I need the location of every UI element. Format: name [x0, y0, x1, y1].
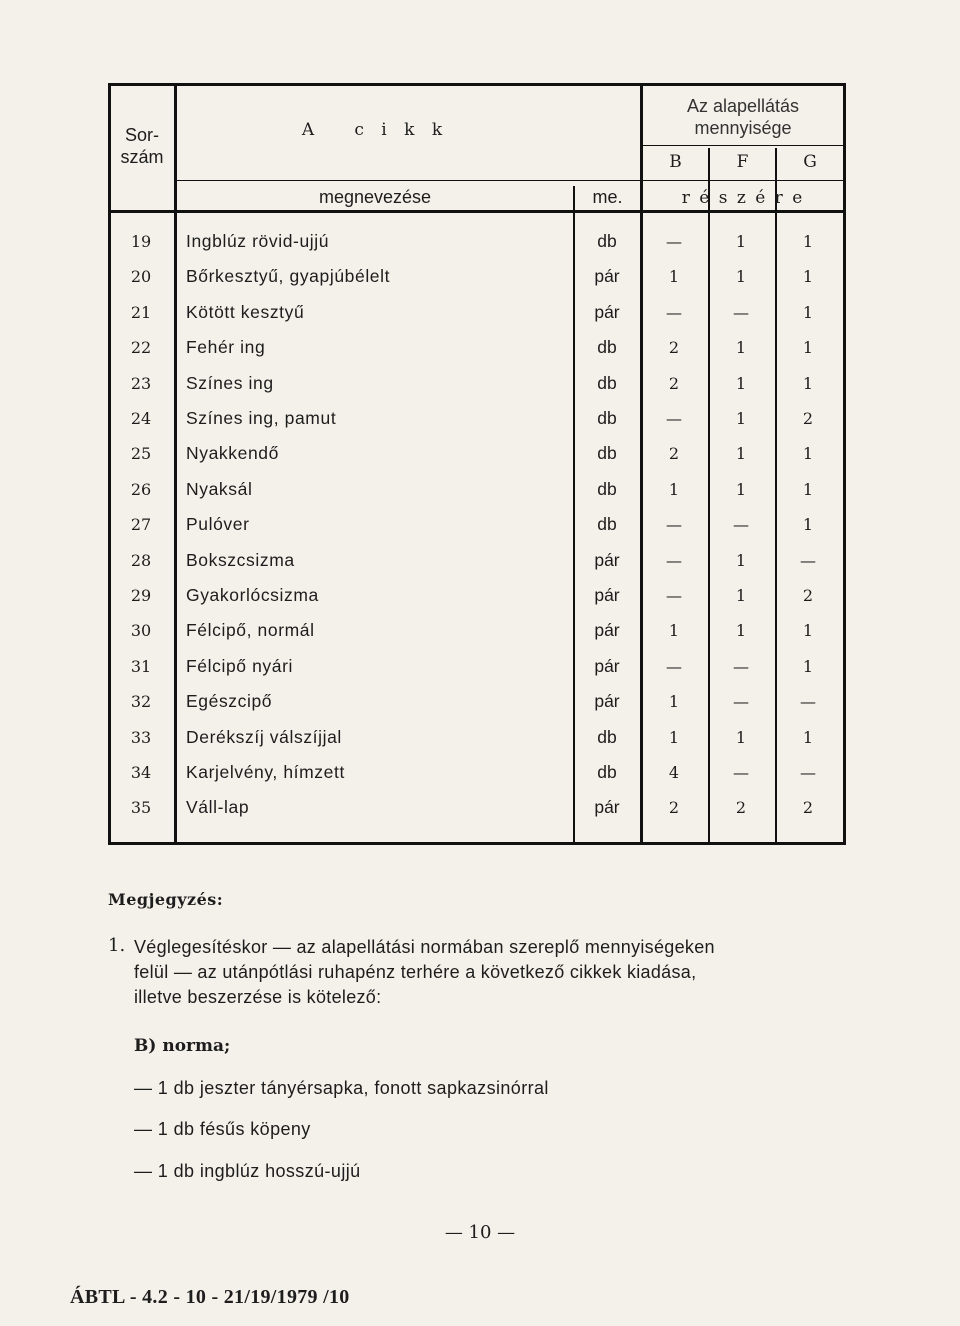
item-name: Félcipő, normál [186, 620, 315, 641]
item-name: Nyakkendő [186, 443, 279, 464]
note-number: 1. [108, 935, 126, 956]
item-name: Nyaksál [186, 478, 253, 499]
qty-g: 2 [802, 409, 814, 428]
page-number: — 10 — [444, 1222, 516, 1243]
item-unit: db [597, 231, 617, 251]
row-number: 31 [130, 656, 152, 676]
qty-b: 1 [668, 692, 680, 712]
item-unit: pár [594, 301, 620, 322]
row-number: 22 [130, 338, 152, 358]
notes-title: Megjegyzés: [108, 890, 224, 909]
table-row [108, 224, 846, 259]
item-unit: db [597, 514, 617, 535]
table-row [108, 649, 846, 684]
qty-g: 1 [802, 444, 814, 464]
item-unit: db [597, 372, 617, 393]
qty-b: — [666, 232, 682, 251]
header-col-f: F [736, 152, 749, 172]
qty-b: 1 [668, 267, 680, 287]
header-col-b: B [669, 152, 682, 172]
item-unit: db [597, 762, 617, 782]
table-row [108, 295, 846, 330]
header-cikk: A c i k k [301, 120, 449, 140]
qty-f: 1 [735, 267, 747, 287]
item-unit: pár [594, 655, 620, 676]
header-reszere: r é s z é r e [681, 188, 805, 208]
qty-b: — [666, 409, 682, 428]
qty-f: — [733, 763, 749, 782]
row-number: 33 [130, 727, 152, 747]
row-number: 26 [130, 479, 152, 499]
item-name: Egészcipő [186, 691, 273, 712]
divider [108, 210, 846, 213]
header-alapellatas: Az alapellátás mennyisége [686, 96, 800, 138]
qty-b: 2 [668, 798, 680, 818]
divider [643, 145, 843, 146]
item-unit: db [597, 408, 617, 428]
qty-g: — [800, 550, 816, 570]
qty-g: 1 [802, 727, 814, 747]
row-number: 27 [130, 515, 152, 535]
qty-f: — [733, 692, 749, 712]
table-row [108, 790, 846, 825]
item-name: Ingblúz rövid-ujjú [186, 231, 330, 251]
list-item: — 1 db jeszter tányérsapka, fonott sapkazsinórral [134, 1078, 549, 1098]
qty-f: 2 [735, 798, 747, 818]
qty-g: 1 [802, 373, 814, 393]
qty-g: 1 [802, 267, 814, 287]
row-number: 29 [130, 586, 152, 605]
qty-f: — [733, 515, 749, 535]
item-name: Váll-lap [186, 797, 250, 818]
qty-b: 2 [668, 373, 680, 393]
item-unit: db [597, 478, 617, 499]
table-row [108, 720, 846, 755]
item-name: Derékszíj válszíjjal [186, 726, 342, 747]
item-name: Félcipő nyári [186, 655, 294, 676]
row-number: 32 [130, 692, 152, 712]
item-name: Színes ing, pamut [186, 408, 337, 428]
qty-b: — [666, 656, 682, 676]
note-line-2: felül — az utánpótlási ruhapénz terhére a következő cikkek kiadása, [134, 962, 697, 982]
qty-b: 4 [668, 763, 680, 782]
qty-g: 1 [802, 621, 814, 641]
item-name: Kötött kesztyű [186, 301, 305, 322]
table-row [108, 578, 846, 613]
qty-f: — [733, 656, 749, 676]
item-name: Bokszcsizma [186, 549, 295, 570]
item-unit: pár [594, 691, 620, 712]
table-row [108, 507, 846, 542]
item-unit: pár [594, 266, 620, 287]
item-name: Gyakorlócsizma [186, 585, 319, 605]
item-unit: pár [594, 620, 620, 641]
row-number: 28 [130, 550, 152, 570]
row-number: 35 [130, 798, 152, 818]
item-unit: pár [594, 585, 620, 605]
qty-b: 1 [668, 621, 680, 641]
qty-g: 1 [802, 232, 814, 251]
qty-f: — [733, 302, 749, 322]
header-col-g: G [803, 152, 817, 172]
qty-f: 1 [735, 373, 747, 393]
item-unit: pár [594, 549, 620, 570]
table-row [108, 684, 846, 719]
header-sorszam: Sor- szám [120, 125, 164, 167]
qty-b: — [666, 515, 682, 535]
qty-g: — [800, 763, 816, 782]
table-row [108, 613, 846, 648]
qty-g: — [800, 692, 816, 712]
row-number: 30 [130, 621, 152, 641]
item-name: Pulóver [186, 514, 250, 535]
qty-b: — [666, 302, 682, 322]
qty-b: 1 [668, 479, 680, 499]
row-number: 21 [130, 302, 152, 322]
qty-b: 2 [668, 338, 680, 358]
list-item: — 1 db ingblúz hosszú-ujjú [134, 1161, 361, 1181]
item-unit: db [597, 443, 617, 464]
item-name: Színes ing [186, 372, 274, 393]
qty-b: — [666, 550, 682, 570]
qty-g: 1 [802, 479, 814, 499]
qty-f: 1 [735, 232, 747, 251]
item-unit: pár [594, 797, 620, 818]
note-line-3: illetve beszerzése is kötelező: [134, 987, 382, 1007]
table-row [108, 543, 846, 578]
qty-g: 2 [802, 586, 814, 605]
qty-b: 2 [668, 444, 680, 464]
qty-f: 1 [735, 479, 747, 499]
row-number: 24 [130, 409, 152, 428]
row-number: 34 [130, 763, 152, 782]
qty-g: 1 [802, 338, 814, 358]
qty-f: 1 [735, 727, 747, 747]
archive-reference: ÁBTL - 4.2 - 10 - 21/19/1979 /10 [70, 1286, 350, 1308]
row-number: 20 [130, 267, 152, 287]
row-number: 19 [130, 232, 152, 251]
table-row [108, 366, 846, 401]
norma-heading: B) norma; [134, 1036, 231, 1056]
table-row [108, 259, 846, 294]
qty-b: 1 [668, 727, 680, 747]
qty-g: 2 [802, 798, 814, 818]
list-item: — 1 db fésűs köpeny [134, 1119, 311, 1139]
qty-g: 1 [802, 515, 814, 535]
table-row [108, 755, 846, 790]
item-unit: db [597, 726, 617, 747]
qty-f: 1 [735, 444, 747, 464]
qty-f: 1 [735, 586, 747, 605]
qty-f: 1 [735, 621, 747, 641]
table-row [108, 330, 846, 365]
header-me: me. [592, 187, 623, 207]
table-row [108, 436, 846, 471]
qty-g: 1 [802, 656, 814, 676]
item-name: Bőrkesztyű, gyapjúbélelt [186, 266, 391, 287]
item-name: Karjelvény, hímzett [186, 762, 345, 782]
item-name: Fehér ing [186, 337, 266, 358]
qty-f: 1 [735, 409, 747, 428]
qty-f: 1 [735, 338, 747, 358]
header-megnevezese: megnevezése [318, 187, 432, 207]
qty-g: 1 [802, 302, 814, 322]
divider [177, 180, 843, 181]
item-unit: db [597, 337, 617, 358]
row-number: 23 [130, 373, 152, 393]
note-line-1: Véglegesítéskor — az alapellátási normában szereplő mennyiségeken [134, 937, 715, 957]
qty-b: — [666, 586, 682, 605]
row-number: 25 [130, 444, 152, 464]
qty-f: 1 [735, 550, 747, 570]
table-row [108, 401, 846, 436]
table-row [108, 472, 846, 507]
